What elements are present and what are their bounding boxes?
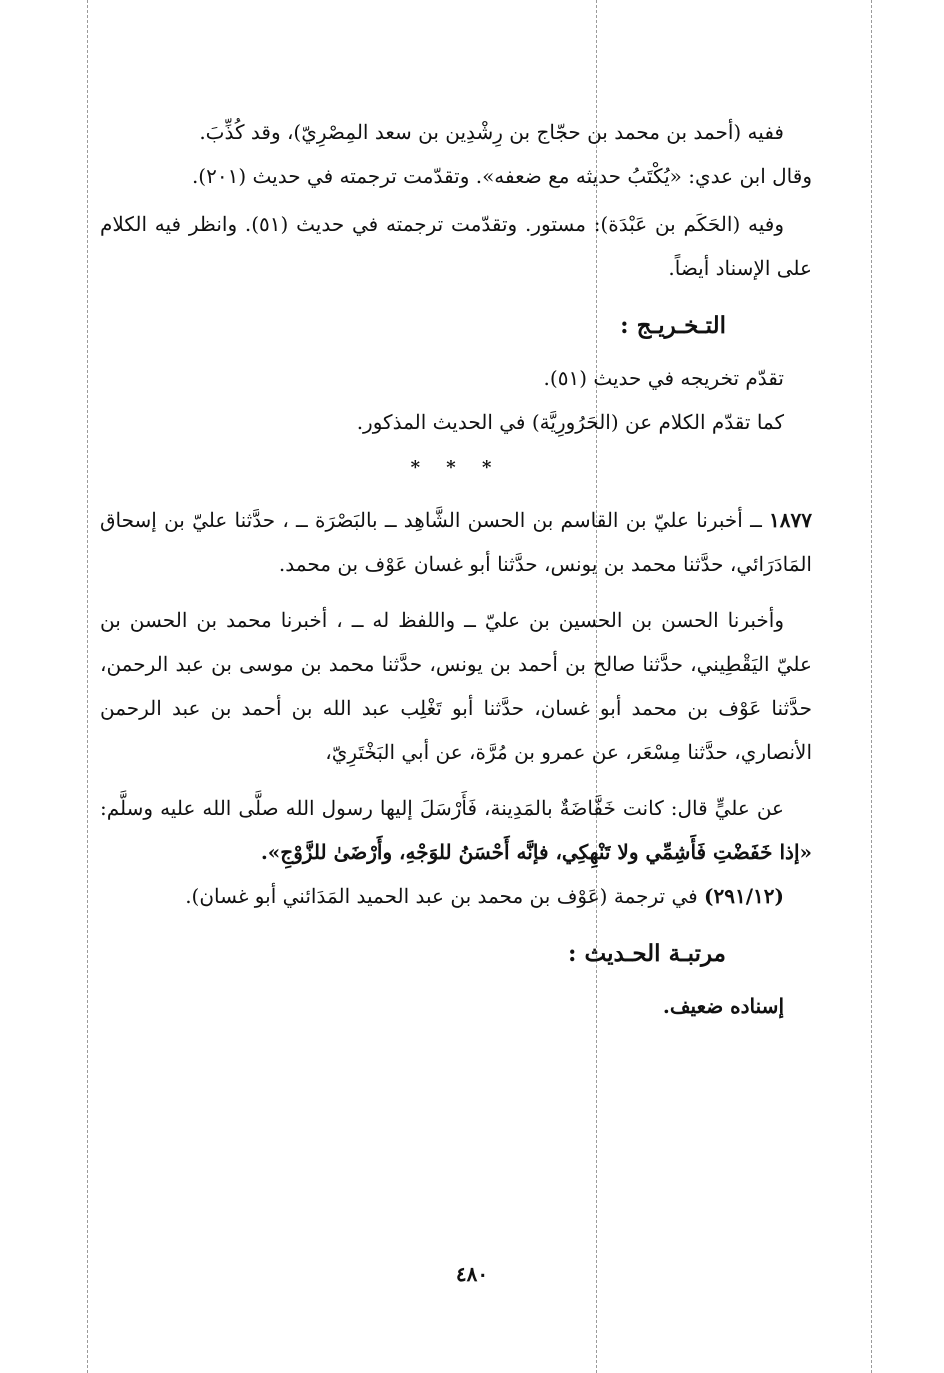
paragraph-narrator-ahmad: ففيه (أحمد بن محمد بن حجّاج بن رِشْدِين بن سعد المِصْرِيّ)، وقد كُذِّبَ.	[199, 120, 784, 144]
page-number: ٤٨٠	[455, 1262, 489, 1286]
paragraph-ibn-adi: وقال ابن عدي: «يُكْتَبُ حديثه مع ضعفه». وتقدّمت ترجمته في حديث (٢٠١).	[191, 164, 812, 188]
heading-hadith-rank: مرتبـة الحـديث :	[568, 940, 726, 967]
section-separator: * * *	[410, 457, 502, 478]
hadith-chain-1-text: ــ أخبرنا عليّ بن القاسم بن الحسن الشَّاهِد ــ بالبَصْرَة ــ ، حدَّثنا عليّ بن إسحاق المَادَرَائي، حدَّثنا محمد بن يونس، حدَّثنا أبو غسان عَوْف بن محمد.	[100, 508, 812, 576]
paragraph-hadith-chain-2: وأخبرنا الحسن بن الحسين بن عليّ ــ واللفظ له ــ ، أخبرنا محمد بن الحسن بن عليّ اليَقْطِيني، حدَّثنا صالح بن أحمد بن يونس، حدَّثنا محمد بن موسى بن عبد الرحمن، حدَّثنا عَوْف بن محمد أبو غسان، حدَّثنا أبو تَغْلِب عبد الله بن أحمد بن عبد الرحمن الأنصاري، حدَّثنا مِسْعَر، عن عمرو بن مُرَّة، عن أبي البَخْتَرِيّ،	[100, 608, 812, 764]
takhrij-line-1: تقدّم تخريجه في حديث (٥١).	[543, 366, 784, 390]
matn-intro: عن عليٍّ قال: كانت خَفَّاضَةٌ بالمَدِينة، فَأَرْسَلَ إليها رسول الله صلَّى الله عليه وسلَّم:	[100, 796, 784, 820]
fold-guide-right	[871, 0, 872, 1373]
volume-page-reference: (٢٩١/١٢)	[704, 884, 784, 908]
takhrij-line-2: كما تقدّم الكلام عن (الحَرُورِيَّة) في الحديث المذكور.	[356, 410, 784, 434]
hadith-number: ١٨٧٧	[769, 508, 812, 532]
matn-quote: «إذا خَفَضْتِ فَأَشِمِّي ولا تَنْهِكِي، فإنَّه أَحْسَنُ للوَجْهِ، وأَرْضَىٰ للزَّوْجِ».	[260, 840, 812, 864]
fold-guide-left	[87, 0, 88, 1373]
paragraph-hadith-matn	[100, 786, 812, 874]
source-reference-text: في ترجمة (عَوْف بن محمد بن عبد الحميد المَدَائني أبو غسان).	[185, 884, 698, 908]
hadith-rank-text: إسناده ضعيف.	[662, 994, 784, 1018]
paragraph-hadith-chain-1	[100, 498, 812, 586]
page-text-block	[100, 110, 812, 1028]
paragraph-hakam: وفيه (الحَكَم بن عَبْدَة): مستور. وتقدّمت ترجمته في حديث (٥١). وانظر فيه الكلام على الإسناد أيضاً.	[100, 212, 812, 280]
paragraph-source-reference	[100, 874, 812, 918]
heading-takhrij: التـخـريـج :	[620, 312, 726, 339]
